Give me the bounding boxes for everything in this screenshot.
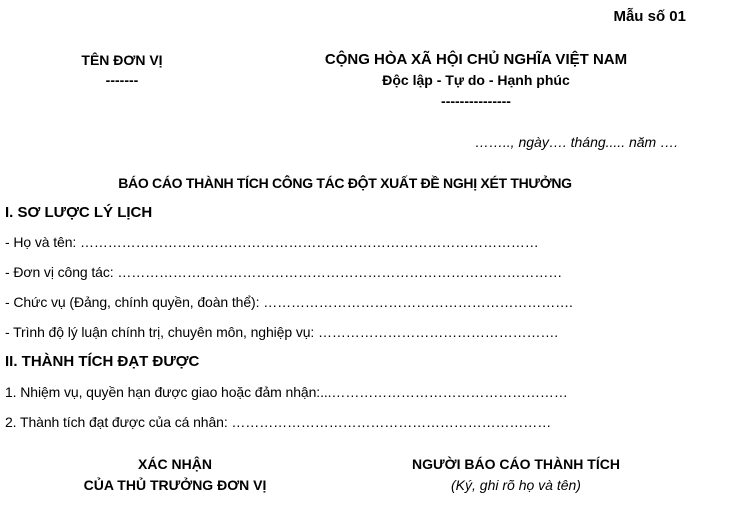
reporter-sign-note: (Ký, ghi rõ họ và tên) <box>451 477 581 493</box>
field-position: - Chức vụ (Đảng, chính quyền, đoàn thể): …………………………………………………………. <box>5 294 573 310</box>
field-achievements: 2. Thành tích đạt được của cá nhân: …………………………………………………………… <box>5 414 552 430</box>
unit-name: TÊN ĐƠN VỊ <box>81 52 163 68</box>
field-work-unit: - Đơn vị công tác: …………………………………………………………………………………… <box>5 264 563 280</box>
nation-title: CỘNG HÒA XÃ HỘI CHỦ NGHĨA VIỆT NAM <box>324 51 628 68</box>
unit-divider: ------- <box>105 72 139 88</box>
report-title: BÁO CÁO THÀNH TÍCH CÔNG TÁC ĐỘT XUẤT ĐỀ NGHỊ XÉT THƯỞNG <box>118 175 572 191</box>
reporter-title: NGƯỜI BÁO CÁO THÀNH TÍCH <box>412 456 620 472</box>
field-qualification: - Trình độ lý luận chính trị, chuyên môn, nghiệp vụ: ……………………………………………. <box>5 324 559 340</box>
motto-divider: --------------- <box>441 93 511 109</box>
confirm-subtitle: CỦA THỦ TRƯỞNG ĐƠN VỊ <box>83 477 267 493</box>
field-full-name: - Họ và tên: ……………………………………………………………………………………… <box>5 234 539 250</box>
date-line: …….., ngày…. tháng..... năm …. <box>474 134 678 150</box>
nation-motto: Độc lập - Tự do - Hạnh phúc <box>382 72 570 88</box>
form-number: Mẫu số 01 <box>613 8 686 25</box>
section2-heading: II. THÀNH TÍCH ĐẠT ĐƯỢC <box>5 353 200 370</box>
field-duties: 1. Nhiệm vụ, quyền hạn được giao hoặc đảm nhận:...…………………………………………… <box>5 384 568 400</box>
section1-heading: I. SƠ LƯỢC LÝ LỊCH <box>5 204 153 221</box>
confirm-title: XÁC NHẬN <box>138 456 212 472</box>
